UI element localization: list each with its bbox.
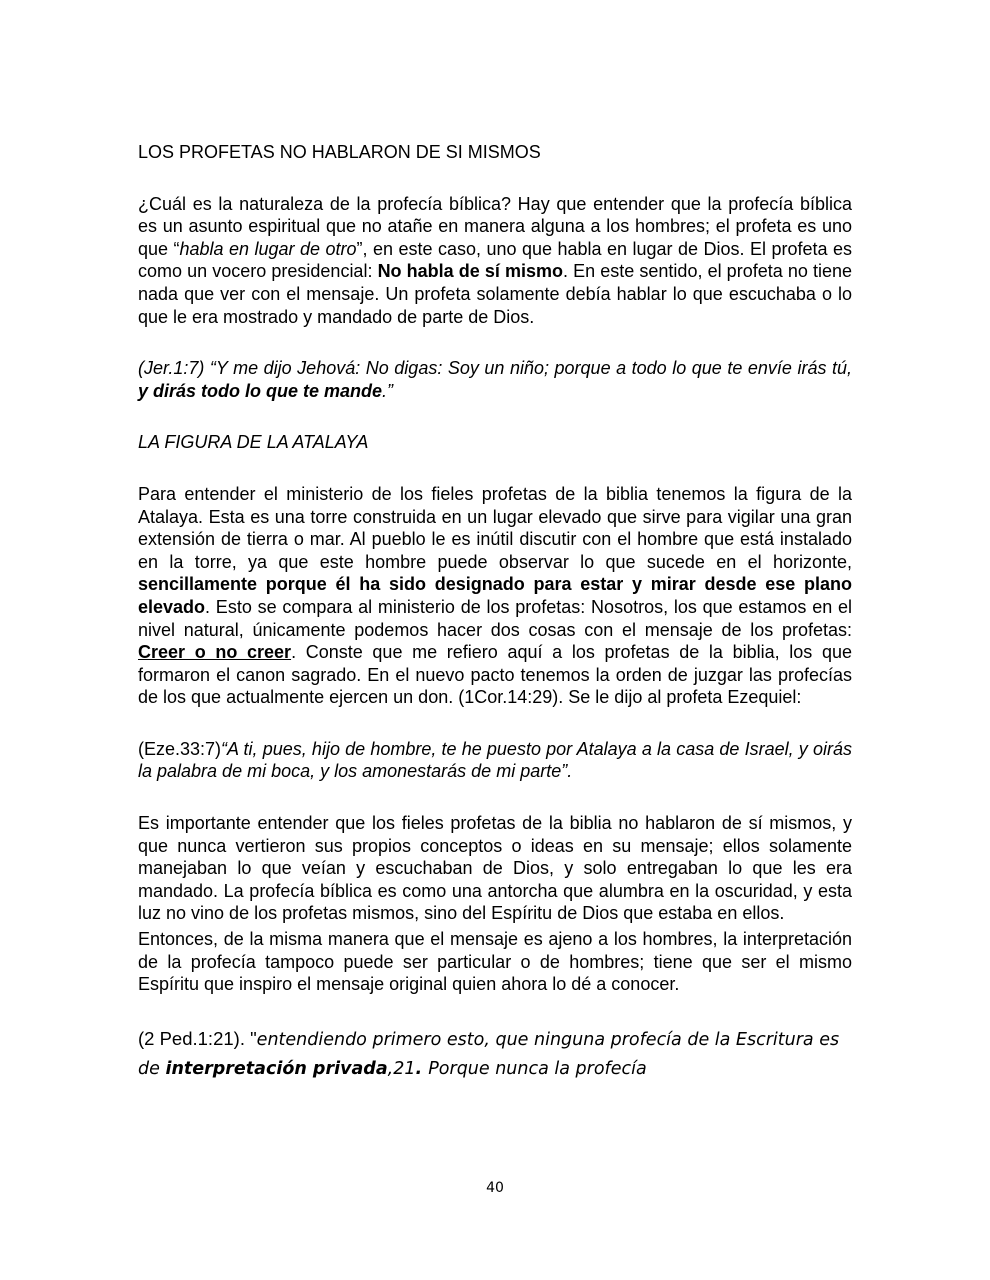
paragraph-italic-text: habla en lugar de otro xyxy=(179,238,357,259)
quote-reference: (Eze.33:7) xyxy=(138,738,222,759)
paragraph-text: . En este sentido, el profeta no tiene nada que ver con el mensaje. Un profeta solamente debía hablar lo que escuchaba o lo que le era mostrado y mandado de parte de Dios. xyxy=(138,261,852,327)
page-number: 40 xyxy=(486,1180,504,1196)
quote-bold-text: y dirás todo lo que te mande xyxy=(138,380,383,401)
scripture-quote-ezequiel xyxy=(138,738,852,783)
paragraph-bold-underlined-text: Creer o no creer xyxy=(138,642,292,663)
document-body xyxy=(138,141,852,1083)
paragraph-fieles-profetas: Es importante entender que los fieles profetas de la biblia no hablaron de sí mismos, y que nunca vertieron sus propios conceptos o ideas en su mensaje; ellos solamente manejaban lo que veían y escuchaban de Dios, y solo entregaban lo que les era mandado. La profecía bíblica es como una antorcha que alumbra en la oscuridad, y esta luz no vino de los profetas mismos, sino del Espíritu de Dios que estaba en ellos. xyxy=(138,813,852,924)
quote-text: ,21 xyxy=(387,1058,416,1079)
section-heading-atalaya: LA FIGURA DE LA ATALAYA xyxy=(138,432,369,453)
quote-bold-text: interpretación privada xyxy=(165,1058,388,1079)
quote-text: (Jer.1:7) “Y me dijo Jehová: No digas: Soy un niño; porque a todo lo que te envíe irás tú, xyxy=(138,358,852,379)
paragraph-text: ”, en este caso, uno que habla en lugar de Dios. El profeta es como un vocero presidencial: xyxy=(138,238,852,282)
paragraph-text: Para entender el ministerio de los fieles profetas de la biblia tenemos la figura de la Atalaya. Esta es una torre construida en un lugar elevado que sirve para vigilar una gran extensión de tierra o mar. Al pueblo le es inútil discutir con el hombre que está instalado en la torre, ya que este hombre puede observar lo que sucede en el horizonte, xyxy=(138,483,852,572)
scripture-quote-pedro xyxy=(138,1025,852,1083)
paragraph-interpretacion: Entonces, de la misma manera que el mensaje es ajeno a los hombres, la interpretación de la profecía tampoco puede ser particular o de hombres; tiene que ser el mismo Espíritu que inspiro el mensaje original quien ahora lo dé a conocer. xyxy=(138,929,852,995)
quote-reference: (2 Ped.1:21). " xyxy=(138,1027,257,1049)
quote-text: “A ti, pues, hijo de hombre, te he puesto por Atalaya a la casa de Israel, y oirás la palabra de mi boca, y los amonestarás de mi parte”. xyxy=(138,738,852,782)
quote-text: .” xyxy=(382,380,394,401)
section-heading-profetas: LOS PROFETAS NO HABLARON DE SI MISMOS xyxy=(138,142,541,162)
quote-text: Porque nunca la profecía xyxy=(428,1058,647,1079)
paragraph-atalaya xyxy=(138,483,852,709)
paragraph-bold-text: sencillamente porque él ha sido designado para estar y mirar desde ese plano elevado xyxy=(138,574,852,617)
quote-bold-text: . xyxy=(415,1058,429,1079)
quote-text: entendiendo primero esto, que ninguna profecía de la Escritura es de xyxy=(138,1029,840,1079)
paragraph-naturaleza-profecia xyxy=(138,193,852,329)
paragraph-text: . Conste que me refiero aquí a los profetas de la biblia, los que formaron el canon sagrado. En el nuevo pacto tenemos la orden de juzgar las profecías de los que actualmente ejercen un don. (1Cor.14:29). Se le dijo al profeta Ezequiel: xyxy=(138,642,852,708)
paragraph-text: . Esto se compara al ministerio de los profetas: Nosotros, los que estamos en el nivel natural, únicamente podemos hacer dos cosas con el mensaje de los profetas: xyxy=(138,596,852,640)
paragraph-text: ¿Cuál es la naturaleza de la profecía bíblica? Hay que entender que la profecía bíblica es un asunto espiritual que no atañe en manera alguna a los hombres; el profeta es uno que “ xyxy=(138,193,852,259)
scripture-quote-jeremias xyxy=(138,357,852,402)
paragraph-bold-text: No habla de sí mismo xyxy=(377,261,564,282)
